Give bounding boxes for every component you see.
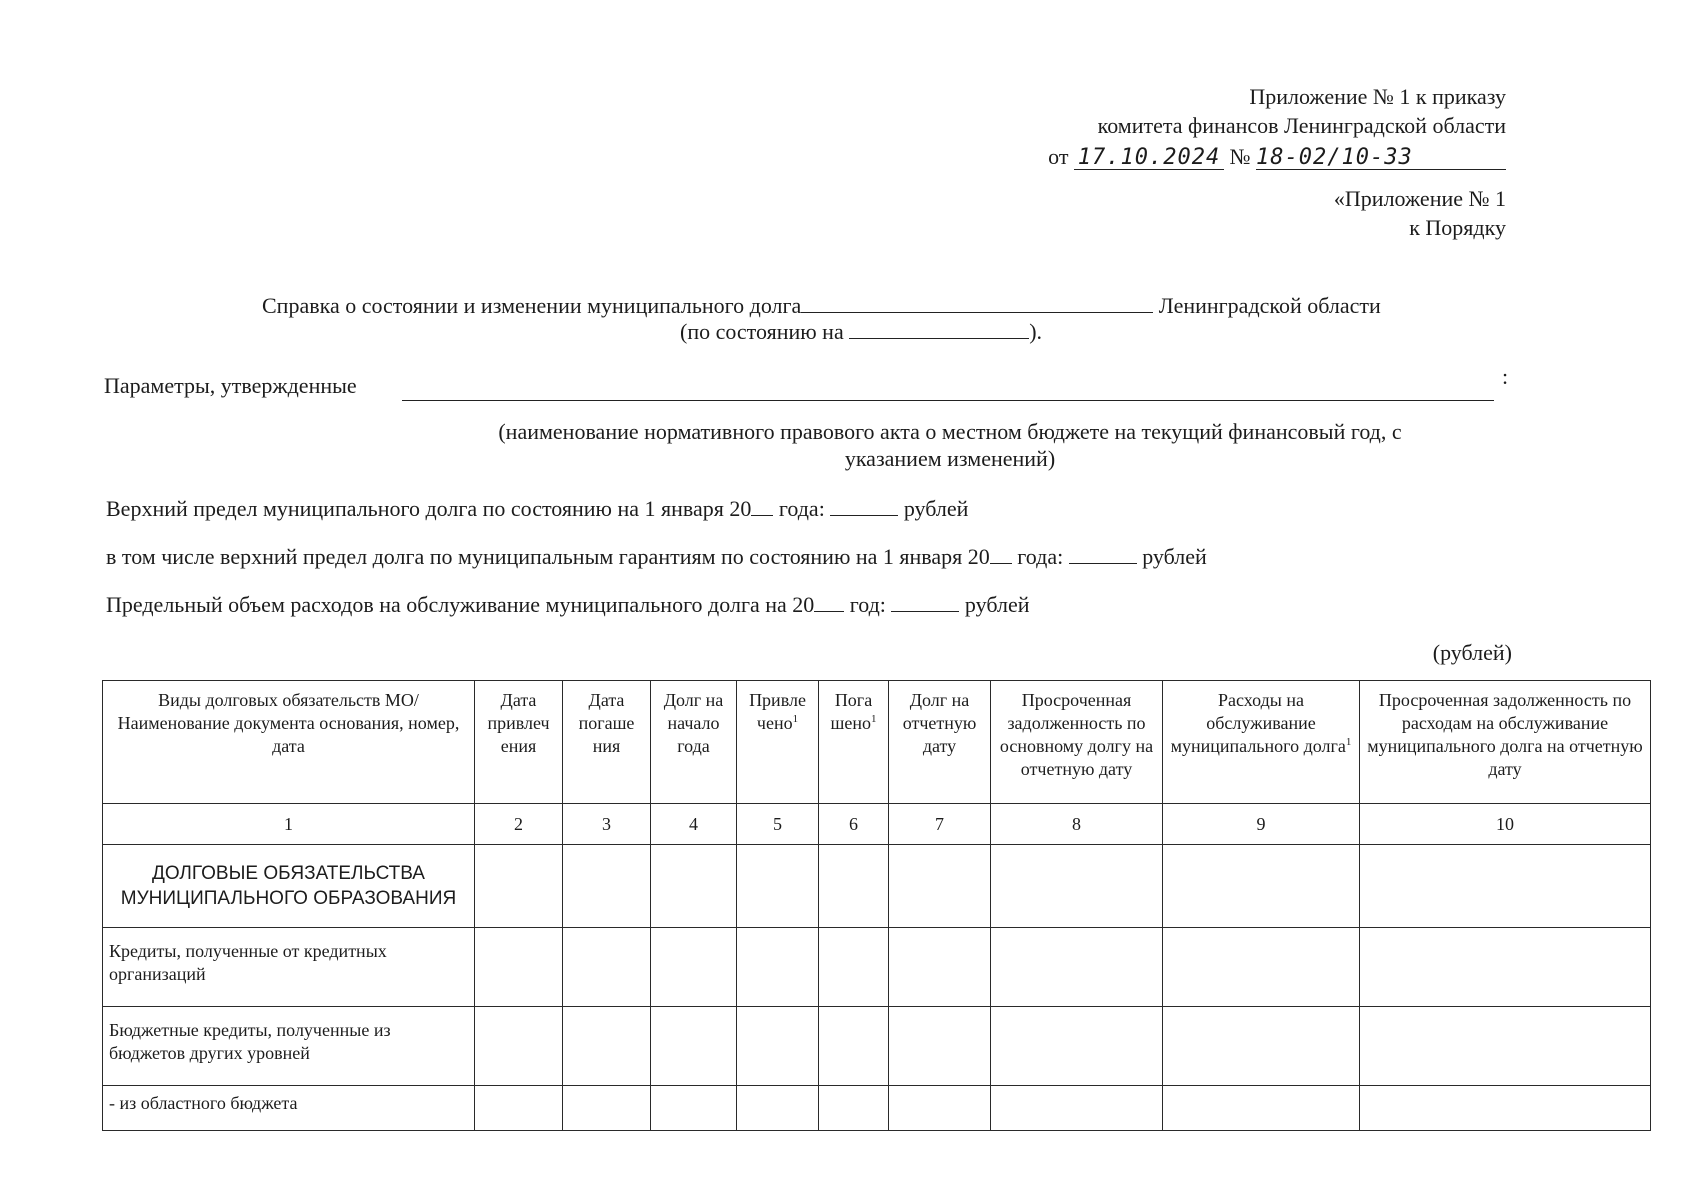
- table-cell: [737, 1086, 819, 1131]
- order-date-number: [1048, 142, 1506, 171]
- table-row: [103, 1086, 1651, 1131]
- table-cell: [563, 928, 651, 1007]
- order-header-line1: Приложение № 1 к приказу: [1249, 84, 1506, 109]
- annex-line2: к Порядку: [1409, 215, 1506, 240]
- table-cell: [475, 1086, 563, 1131]
- table-cell: [475, 928, 563, 1007]
- debt-table: [102, 680, 1651, 1131]
- year-blank: [990, 543, 1012, 564]
- row-label: Кредиты, полученные от кредитных организаций: [103, 928, 475, 1007]
- table-cell: [475, 1007, 563, 1086]
- title-subline: [680, 318, 1042, 345]
- order-number: 18-02/10-33: [1256, 147, 1506, 170]
- table-cell: [1163, 1086, 1360, 1131]
- table-cell: [1360, 1007, 1651, 1086]
- annex-line1: «Приложение № 1: [1333, 186, 1506, 211]
- table-cell: [737, 845, 819, 928]
- col-number: 2: [475, 804, 563, 845]
- col-number: 10: [1360, 804, 1651, 845]
- table-cell: [991, 1007, 1163, 1086]
- limit-3-unit: рублей: [964, 592, 1030, 617]
- amount-blank: [891, 591, 959, 612]
- limit-1-year-label: года:: [778, 496, 825, 521]
- order-header-line2: комитета финансов Ленинградской области: [1097, 113, 1506, 138]
- col-header-3: Дата погаше ния: [563, 681, 651, 804]
- col-number: 3: [563, 804, 651, 845]
- as-of-date-blank: [849, 318, 1029, 339]
- col-header-9: [1163, 681, 1360, 804]
- limit-line-3: [106, 591, 1030, 618]
- annex-label: [1334, 184, 1506, 242]
- title-part1: Справка о состоянии и изменении муниципального долга: [262, 293, 802, 318]
- col-number: 8: [991, 804, 1163, 845]
- table-cell: [1360, 1086, 1651, 1131]
- col-header-4: Долг на начало года: [651, 681, 737, 804]
- row-label: ДОЛГОВЫЕ ОБЯЗАТЕЛЬСТВА МУНИЦИПАЛЬНОГО ОБРАЗОВАНИЯ: [103, 845, 475, 928]
- footnote-mark: 1: [870, 713, 877, 725]
- table-cell: [563, 1086, 651, 1131]
- table-cell: [563, 845, 651, 928]
- table-cell: [475, 845, 563, 928]
- table-cell: [819, 928, 889, 1007]
- params-note: [400, 418, 1500, 472]
- limit-1-text: Верхний предел муниципального долга по состоянию на 1 января 20: [106, 496, 752, 521]
- col-number: 4: [651, 804, 737, 845]
- table-cell: [737, 1007, 819, 1086]
- limit-2-year-label: года:: [1017, 544, 1064, 569]
- amount-blank: [1069, 543, 1137, 564]
- table-cell: [819, 845, 889, 928]
- col-header-1: Виды долговых обязательств МО/ Наименование документа основания, номер, дата: [103, 681, 475, 804]
- table-row: [103, 1007, 1651, 1086]
- table-cell: [563, 1007, 651, 1086]
- table-cell: [1163, 1007, 1360, 1086]
- limit-line-1: [106, 495, 968, 522]
- table-cell: [651, 1086, 737, 1131]
- col-number: 9: [1163, 804, 1360, 845]
- col-header-5-text: Привле чено: [749, 690, 806, 733]
- table-cell: [889, 845, 991, 928]
- col-header-6-text: Пога шено: [830, 690, 873, 733]
- col-number: 7: [889, 804, 991, 845]
- table-cell: [651, 845, 737, 928]
- row-label: Бюджетные кредиты, полученные из бюджетов других уровней: [103, 1007, 475, 1086]
- limit-1-unit: рублей: [903, 496, 969, 521]
- col-header-6: [819, 681, 889, 804]
- year-blank: [814, 591, 844, 612]
- limit-3-text: Предельный объем расходов на обслуживание муниципального долга на 20: [106, 592, 815, 617]
- col-number: 1: [103, 804, 475, 845]
- table-cell: [889, 928, 991, 1007]
- table-cell: [991, 1086, 1163, 1131]
- row-label: - из областного бюджета: [103, 1086, 475, 1131]
- footnote-mark: 1: [1345, 736, 1352, 748]
- table-header-row: [103, 681, 1651, 804]
- table-row: [103, 928, 1651, 1007]
- as-of-close: ).: [1029, 319, 1043, 344]
- table-cell: [819, 1007, 889, 1086]
- params-blank-line: [402, 400, 1494, 401]
- table-cell: [991, 928, 1163, 1007]
- table-cell: [651, 1007, 737, 1086]
- table-cell: [737, 928, 819, 1007]
- municipality-blank: [801, 292, 1153, 313]
- params-label: Параметры, утвержденные: [104, 373, 357, 398]
- table-cell: [889, 1007, 991, 1086]
- year-blank: [751, 495, 773, 516]
- order-date: 17.10.2024: [1074, 147, 1224, 170]
- order-header: [1048, 82, 1506, 171]
- table-cell: [1360, 928, 1651, 1007]
- document-title: [262, 292, 1381, 319]
- col-number: 5: [737, 804, 819, 845]
- col-header-10: Просроченная задолженность по расходам на обслуживание муниципального долга на отчетную дату: [1360, 681, 1651, 804]
- table-cell: [1163, 928, 1360, 1007]
- params-note-line1: (наименование нормативного правового акта о местном бюджете на текущий финансовый год, с: [498, 419, 1402, 444]
- limit-3-year-label: год:: [849, 592, 886, 617]
- col-header-7: Долг на отчетную дату: [889, 681, 991, 804]
- params-colon: :: [1502, 364, 1509, 389]
- params-note-line2: указанием изменений): [844, 446, 1056, 471]
- col-header-5: [737, 681, 819, 804]
- table-cell: [991, 845, 1163, 928]
- title-part2: Ленинградской области: [1158, 293, 1381, 318]
- col-header-8: Просроченная задолженность по основному долгу на отчетную дату: [991, 681, 1163, 804]
- amount-blank: [830, 495, 898, 516]
- col-header-2: Дата привлеч ения: [475, 681, 563, 804]
- limit-2-unit: рублей: [1142, 544, 1207, 569]
- table-cell: [1163, 845, 1360, 928]
- number-label: №: [1229, 144, 1251, 169]
- col-header-9-text: Расходы на обслуживание муниципального долга: [1170, 690, 1346, 756]
- as-of-label: (по состоянию на: [680, 319, 844, 344]
- footnote-mark: 1: [792, 713, 799, 725]
- units-label: (рублей): [1432, 640, 1512, 665]
- table-row: [103, 845, 1651, 928]
- table-cell: [819, 1086, 889, 1131]
- table-cell: [889, 1086, 991, 1131]
- column-number-row: [103, 804, 1651, 845]
- table-cell: [1360, 845, 1651, 928]
- from-label: от: [1048, 144, 1069, 169]
- col-number: 6: [819, 804, 889, 845]
- limit-2-text: в том числе верхний предел долга по муниципальным гарантиям по состоянию на 1 января 20: [106, 544, 990, 569]
- limit-line-2: [106, 543, 1207, 570]
- table-cell: [651, 928, 737, 1007]
